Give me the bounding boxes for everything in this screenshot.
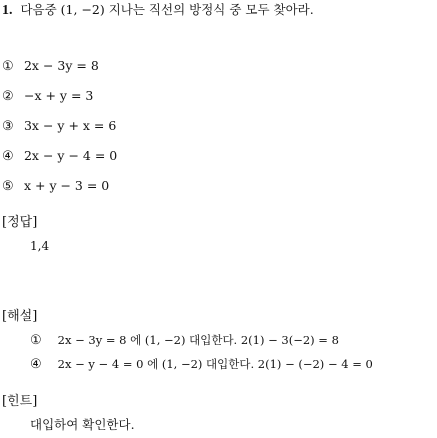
explanation-number: ④ xyxy=(30,357,42,372)
question-text: 다음중 (1, −2) 지나는 직선의 방정식 중 모두 찾아라. xyxy=(20,2,314,17)
option-1 xyxy=(2,58,99,75)
explanation-line-2 xyxy=(30,356,373,373)
option-expression: −x + y = 3 xyxy=(23,88,94,103)
option-number: ② xyxy=(2,89,14,104)
explanation-text: 2x − y − 4 = 0 에 (1, −2) 대입한다. 2(1) − (−2) − 4 = 0 xyxy=(57,357,373,371)
hint-label: [힌트] xyxy=(2,394,38,409)
explanation-label: [해설] xyxy=(2,309,38,324)
explanation-line-1 xyxy=(30,332,339,349)
option-5 xyxy=(2,178,109,195)
answer-value: 1,4 xyxy=(30,239,50,253)
option-expression: 2x − 3y = 8 xyxy=(23,58,99,73)
option-number: ⑤ xyxy=(2,179,14,194)
option-number: ④ xyxy=(2,149,14,164)
explanation-text: 2x − 3y = 8 에 (1, −2) 대입한다. 2(1) − 3(−2) = 8 xyxy=(57,333,339,347)
option-number: ③ xyxy=(2,119,14,134)
explanation-number: ① xyxy=(30,333,42,348)
option-expression: 3x − y + x = 6 xyxy=(23,118,117,133)
option-number: ① xyxy=(2,59,14,74)
question-line xyxy=(2,2,314,19)
hint-text: 대입하여 확인한다. xyxy=(30,417,135,432)
option-expression: x + y − 3 = 0 xyxy=(23,178,110,193)
option-2 xyxy=(2,88,93,105)
option-expression: 2x − y − 4 = 0 xyxy=(23,148,118,163)
answer-label: [정답] xyxy=(2,215,38,230)
option-4 xyxy=(2,148,117,165)
question-number: 1. xyxy=(2,3,13,18)
option-3 xyxy=(2,118,116,135)
